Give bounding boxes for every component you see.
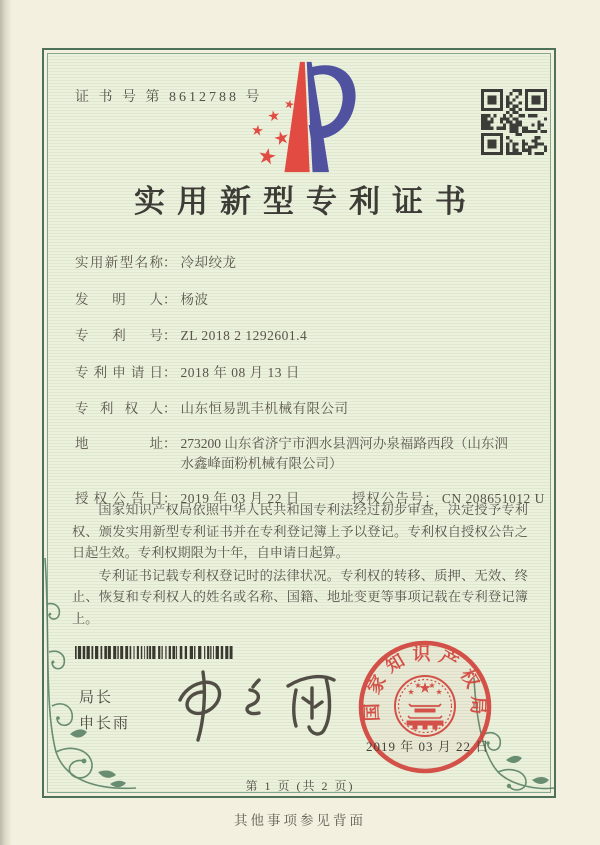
field-row-filing-date — [75, 361, 545, 384]
colon: ： — [163, 435, 177, 451]
barcode — [75, 646, 233, 659]
field-label: 专利号 — [75, 328, 163, 343]
field-label: 授权公告日 — [75, 491, 163, 506]
colon: ： — [163, 491, 177, 506]
field-value-grant-date: 2019 年 03 月 22 日 — [180, 491, 300, 506]
cnipa-patent-logo-icon — [241, 56, 357, 180]
seal-agency-text: 国家知识产权局 — [361, 644, 489, 722]
seal-date: 2019 年 03 月 22 日 — [366, 739, 490, 754]
address-line-1: 273200 山东省济宁市泗水县泗河办泉福路西段（山东泗 — [180, 435, 508, 451]
field-value-address — [181, 434, 541, 474]
field-row-name — [75, 251, 545, 274]
signer-title: 局长 — [79, 689, 114, 706]
field-value: 2018 年 08 月 13 日 — [180, 364, 300, 380]
colon: ： — [163, 255, 177, 270]
field-label-grant-no: 授权公告号 — [351, 491, 425, 506]
address-line-2: 水鑫峰面粉机械有限公司） — [180, 455, 343, 471]
field-row-patent-no — [75, 324, 545, 347]
field-label: 地址 — [75, 435, 163, 451]
field-value: 山东恒易凯丰机械有限公司 — [180, 401, 349, 416]
colon: ： — [424, 491, 438, 506]
colon: ： — [163, 328, 177, 343]
field-label: 专利申请日 — [75, 364, 163, 380]
legal-paragraph-2: 专利证书记载专利权登记时的法律状况。专利权的转移、质押、无效、终止、恢复和专利权人的姓名或名称、国籍、地址变更等事项记载在专利登记簿上。 — [72, 567, 528, 626]
colon: ： — [163, 291, 177, 307]
certificate-number: 证 书 号 第 8612788 号 — [75, 90, 263, 105]
scan-edge-shadow — [0, 0, 12, 845]
field-value: ZL 2018 2 1292601.4 — [180, 328, 308, 343]
legal-text — [72, 499, 528, 630]
certificate-title: 实用新型专利证书 — [134, 184, 478, 219]
field-label: 发明人 — [75, 291, 163, 307]
signer-name: 申长雨 — [79, 715, 131, 732]
certificate-fields — [75, 251, 545, 524]
field-row-patentee — [75, 397, 545, 420]
back-side-note: 其他事项参见背面 — [234, 813, 366, 828]
colon: ： — [163, 401, 177, 416]
field-label: 专利权人 — [75, 401, 163, 416]
page-number: 第 1 页 (共 2 页) — [245, 779, 355, 793]
handwritten-signature-icon — [162, 664, 362, 748]
field-row-address — [75, 434, 545, 474]
field-value-grant-no: CN 208651012 U — [441, 491, 545, 506]
field-value: 冷却绞龙 — [180, 255, 237, 270]
field-label: 实用新型名称 — [75, 255, 163, 270]
field-row-inventor — [75, 288, 545, 311]
national-ip-office-seal-icon — [352, 634, 498, 780]
field-value: 杨波 — [180, 291, 209, 307]
colon: ： — [163, 364, 177, 380]
qr-code — [481, 89, 547, 155]
legal-paragraph-1: 国家知识产权局依照中华人民共和国专利法经过初步审查，决定授予专利权、颁发实用新型专利证书并在专利登记簿上予以登记。专利权自授权公告之日起生效。专利权期限为十年，自申请日起算。 — [72, 502, 528, 560]
